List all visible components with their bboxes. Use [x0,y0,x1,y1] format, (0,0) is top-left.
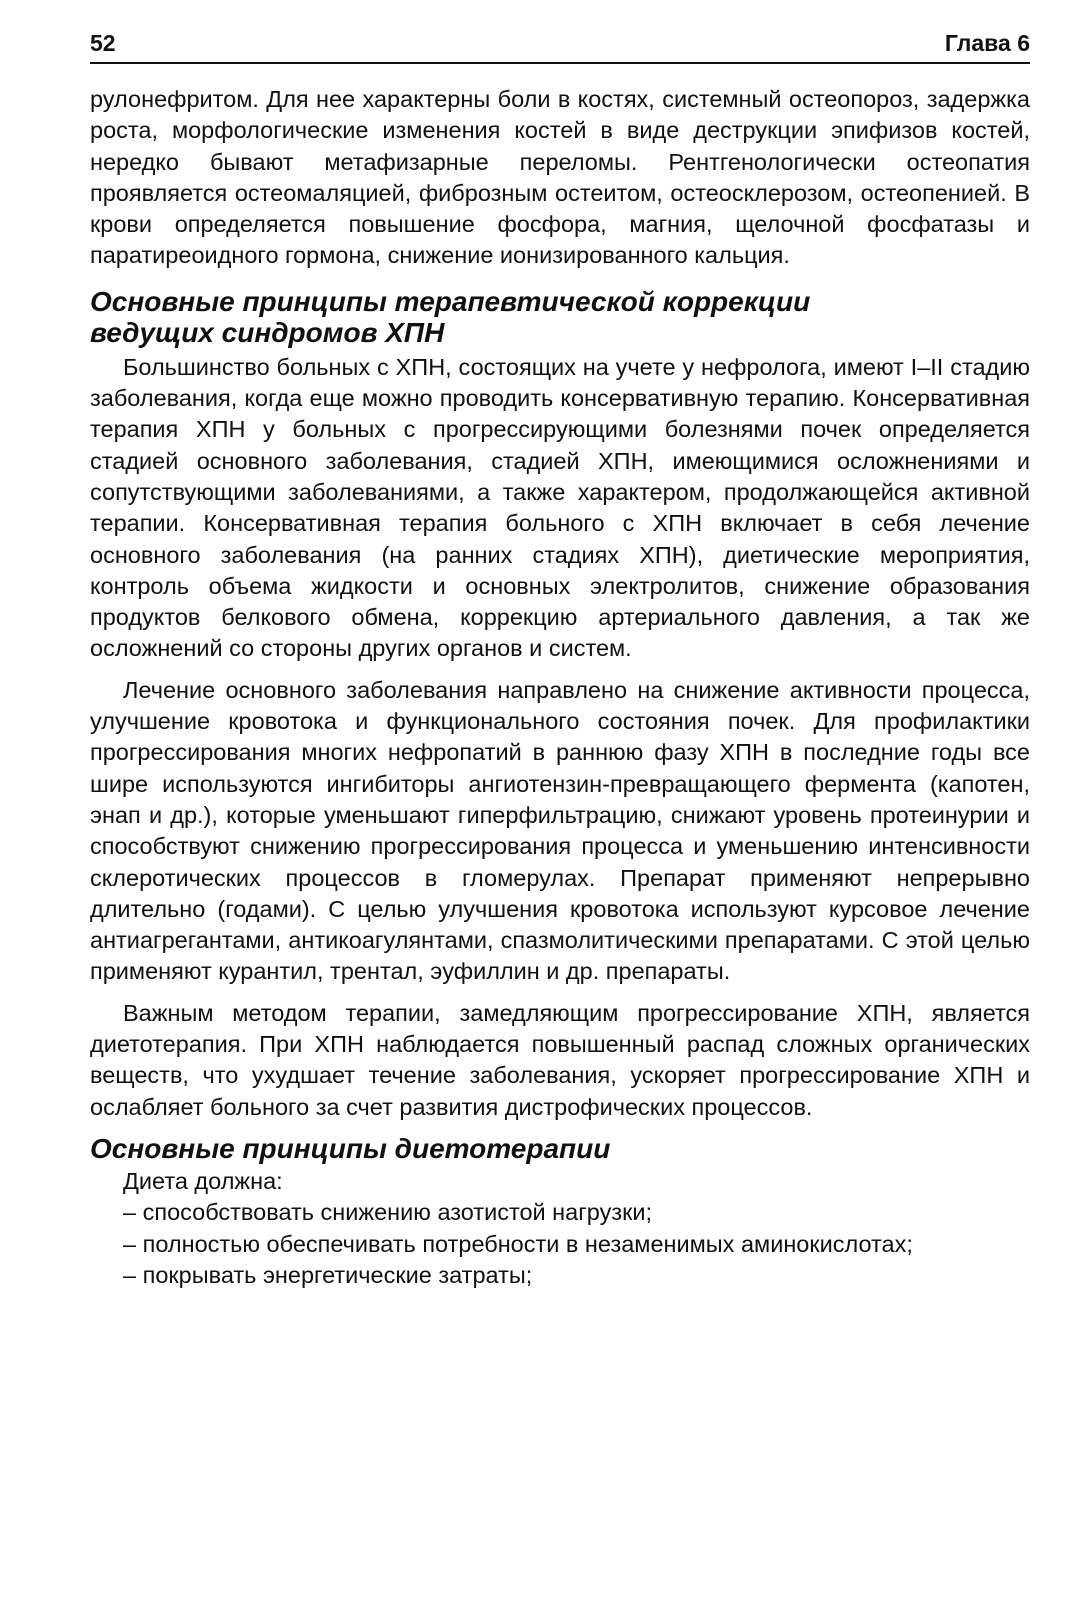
section-heading-diet: Основные принципы диетотерапии [90,1132,611,1164]
section-heading-therapy-line1: Основные принципы терапевтической коррекции [90,285,811,317]
diet-lead: Диета должна: [123,1167,283,1194]
diet-list [90,1197,1030,1291]
section-heading-therapy [90,286,1030,348]
paragraph-conservative-therapy: Большинство больных с ХПН, состоящих на учете у нефролога, имеют I–II стадию заболевания, когда еще можно проводить консервативную терапию. Консервативная терапия ХПН у больных с прогрессирующими болезнями почек определяется стадией основного заболевания, стадией ХПН, имеющимися осложнениями и сопутствующими заболеваниями, а также характером, продолжающейся активной терапии. Консервативная терапия больного с ХПН включает в себя лечение основного заболевания (на ранних стадиях ХПН), диетические мероприятия, контроль объема жидкости и основных электролитов, снижение образования продуктов белкового обмена, коррекцию артериального давления, а так же осложнений со стороны других органов и систем. [90,353,1030,662]
list-item: – покрывать энергетические затраты; [123,1261,533,1288]
list-item: – полностью обеспечивать потребности в незаменимых аминокислотах; [123,1230,913,1257]
chapter-title: Глава 6 [944,30,1030,56]
page-number: 52 [90,30,116,56]
book-page [90,28,1030,1291]
paragraph-treatment: Лечение основного заболевания направлено на снижение активности процесса, улучшение кровотока и функционального состояния почек. Для профилактики прогрессирования многих нефропатий в раннюю фазу ХПН в последние годы все шире используются ингибиторы ангиотензин-превращающего фермента (капотен, энап и др.), которые уменьшают гиперфильтрацию, снижают уровень протеинурии и способствуют снижению прогрессирования процесса и уменьшению интенсивности склеротических процессов в гломерулах. Препарат применяют непрерывно длительно (годами). С целью улучшения кровотока используют курсовое лечение антиагрегантами, антикоагулянтами, спазмолитическими препаратами. С этой целью применяют курантил, трентал, эуфиллин и др. препараты. [90,676,1030,985]
page-header [90,28,1030,64]
paragraph-diet-therapy: Важным методом терапии, замедляющим прогрессирование ХПН, является диетотерапия. При ХПН наблюдается повышенный распад сложных органических веществ, что ухудшает течение заболевания, ускоряет прогрессирование ХПН и ослабляет больного за счет развития дистрофических процессов. [90,999,1030,1120]
paragraph-osteopathy: рулонефритом. Для нее характерны боли в костях, системный остеопороз, задержка роста, морфологические изменения костей в виде деструкции эпифизов костей, нередко бывают метафизарные переломы. Рентгенологически остеопатия проявляется остеомаляцией, фиброзным остеитом, остеосклерозом, остеопенией. В крови определяется повышение фосфора, магния, щелочной фосфатазы и паратиреоидного гормона, снижение ионизированного кальция. [90,86,1030,269]
section-heading-therapy-line2: ведущих синдромов ХПН [90,316,445,348]
list-item: – способствовать снижению азотистой нагрузки; [123,1199,653,1226]
